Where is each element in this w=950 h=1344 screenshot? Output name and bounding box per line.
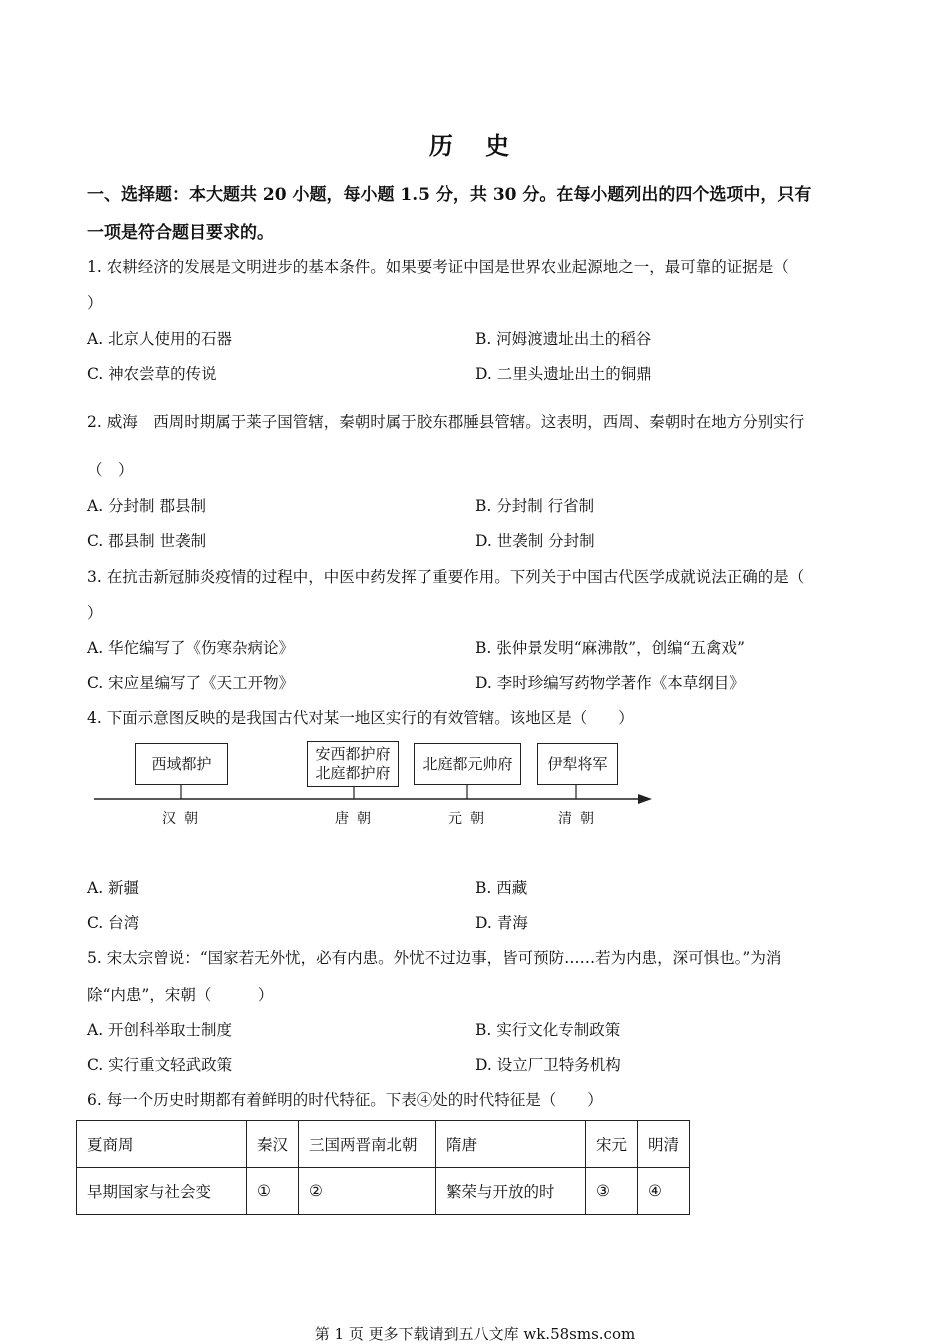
question-3-option-d: D. 李时珍编写药物学著作《本草纲目》	[475, 674, 745, 692]
era-table-header-row	[77, 1121, 690, 1168]
diagram-label-qing: 清朝	[558, 811, 602, 827]
diagram-box-qing	[537, 743, 618, 785]
question-3-option-a: A. 华佗编写了《伤寒杂病论》	[87, 639, 295, 657]
diagram-box-han-label: 西域都护	[151, 754, 212, 773]
question-5-option-b: B. 实行文化专制政策	[475, 1021, 621, 1039]
question-2-option-a: A. 分封制 郡县制	[87, 497, 206, 515]
era-header-three-kingdoms: 三国两晋南北朝	[299, 1121, 436, 1168]
era-feature-cell: 早期国家与社会变	[77, 1168, 247, 1215]
diagram-box-tang-label-1: 安西都护府	[315, 745, 391, 763]
section-heading-line-1: 一、选择题：本大题共 20 小题，每小题 1.5 分，共 30 分。在每小题列出的四个选项中，只有	[87, 185, 812, 205]
era-header-song-yuan: 宋元	[586, 1121, 638, 1168]
question-4-stem: 4. 下面示意图反映的是我国古代对某一地区实行的有效管辖。该地区是（ ）	[87, 709, 634, 727]
question-2-option-c: C. 郡县制 世袭制	[87, 532, 207, 550]
era-feature-cell: ①	[247, 1168, 299, 1215]
question-6-stem: 6. 每一个历史时期都有着鲜明的时代特征。下表④处的时代特征是（ ）	[87, 1091, 603, 1109]
question-4-option-d: D. 青海	[475, 914, 528, 932]
diagram-box-tang	[307, 741, 399, 787]
era-feature-cell: ④	[638, 1168, 690, 1215]
question-2-stem: 2. 威海 西周时期属于莱子国管辖，秦朝时属于胶东郡腄县管辖。这表明，西周、秦朝时在地方分别实行	[87, 413, 805, 431]
timeline-diagram	[90, 738, 660, 838]
era-header-sui-tang: 隋唐	[436, 1121, 586, 1168]
diagram-label-han: 汉朝	[162, 811, 206, 827]
question-3-stem-cont: ）	[87, 604, 103, 622]
era-feature-cell: 繁荣与开放的时	[436, 1168, 586, 1215]
era-table	[76, 1120, 690, 1215]
question-1-option-d: D. 二里头遗址出土的铜鼎	[475, 365, 652, 383]
question-2-option-b: B. 分封制 行省制	[475, 497, 595, 515]
question-5-option-a: A. 开创科举取士制度	[87, 1021, 233, 1039]
diagram-label-yuan: 元朝	[448, 811, 492, 827]
era-feature-cell: ②	[299, 1168, 436, 1215]
diagram-box-tang-label-2: 北庭都护府	[315, 764, 391, 782]
question-1-stem: 1. 农耕经济的发展是文明进步的基本条件。如果要考证中国是世界农业起源地之一，最可靠的证据是（	[87, 258, 789, 276]
question-5-option-c: C. 实行重文轻武政策	[87, 1056, 233, 1074]
era-feature-cell: ③	[586, 1168, 638, 1215]
question-5-stem-cont: 除“内患”，宋朝（ ）	[87, 986, 274, 1004]
question-3-stem: 3. 在抗击新冠肺炎疫情的过程中，中医中药发挥了重要作用。下列关于中国古代医学成就说法正确的是（	[87, 568, 805, 586]
question-1-stem-cont: ）	[87, 294, 103, 312]
era-header-ming-qing: 明清	[638, 1121, 690, 1168]
question-1-option-a: A. 北京人使用的石器	[87, 330, 233, 348]
question-5-stem: 5. 宋太宗曾说：“国家若无外忧，必有内患。外忧不过边事，皆可预防……若为内患，深可惧也。”为消	[87, 949, 782, 967]
page-title: 历 史	[428, 131, 522, 160]
question-4-option-c: C. 台湾	[87, 914, 140, 932]
question-1-option-b: B. 河姆渡遗址出土的稻谷	[475, 330, 652, 348]
diagram-box-yuan-label: 北庭都元帅府	[422, 754, 513, 773]
question-5-option-d: D. 设立厂卫特务机构	[475, 1056, 621, 1074]
question-2-stem-cont: （ ）	[87, 461, 134, 479]
era-header-qin-han: 秦汉	[247, 1121, 299, 1168]
section-heading-line-2: 一项是符合题目要求的。	[87, 223, 274, 243]
question-1-option-c: C. 神农尝草的传说	[87, 365, 217, 383]
question-2-option-d: D. 世袭制 分封制	[475, 532, 595, 550]
page-footer: 第 1 页 更多下载请到五八文库 wk.58sms.com	[314, 1325, 636, 1343]
diagram-label-tang: 唐朝	[335, 811, 379, 827]
question-4-option-b: B. 西藏	[475, 879, 528, 897]
diagram-box-qing-label: 伊犁将军	[547, 754, 608, 773]
question-3-option-b: B. 张仲景发明“麻沸散”，创编“五禽戏”	[475, 639, 745, 657]
era-header-xia-shang-zhou: 夏商周	[77, 1121, 247, 1168]
question-3-option-c: C. 宋应星编写了《天工开物》	[87, 674, 295, 692]
question-4-option-a: A. 新疆	[87, 879, 140, 897]
diagram-box-han	[135, 743, 228, 785]
diagram-box-yuan	[414, 743, 521, 785]
era-table-feature-row	[77, 1168, 690, 1215]
